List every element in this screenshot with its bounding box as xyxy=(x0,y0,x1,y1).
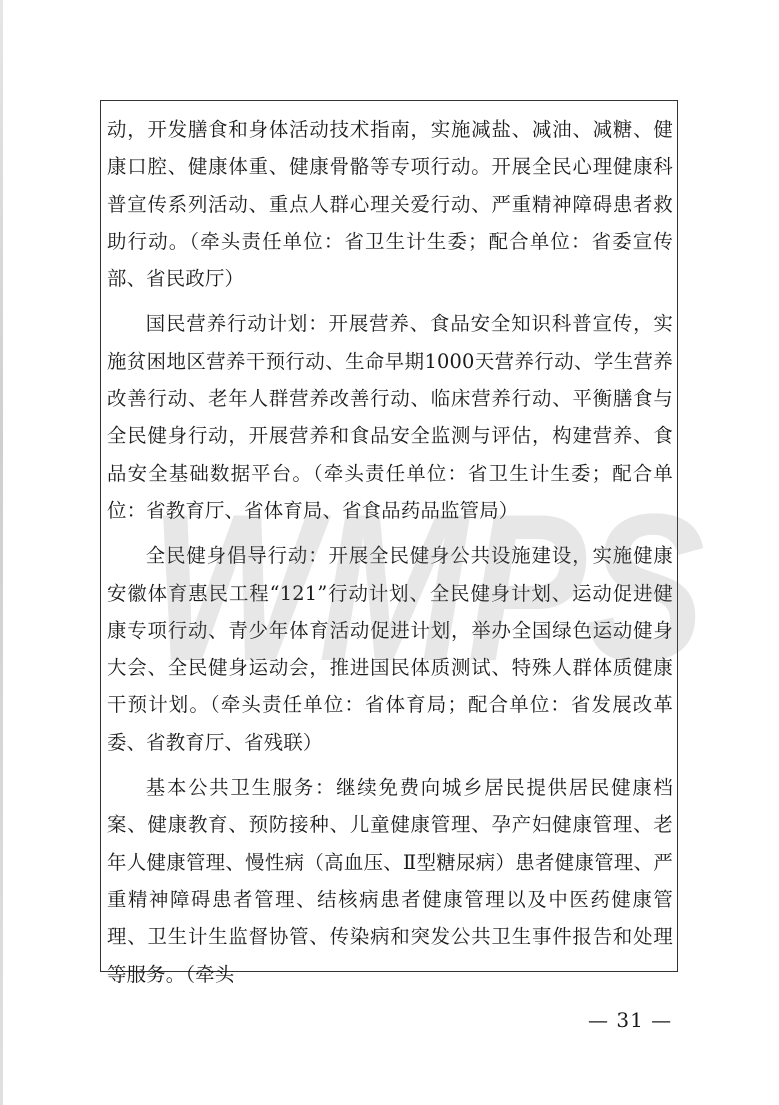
scan-edge xyxy=(0,0,3,1105)
paragraph-public-health-services: 基本公共卫生服务：继续免费向城乡居民提供居民健康档案、健康教育、预防接种、儿童健康管理、孕产妇健康管理、老年人健康管理、慢性病（高血压、Ⅱ型糖尿病）患者健康管理、严重精神障碍患者管理、结核病患者健康管理以及中医药健康管理、卫生计生监督协管、传染病和突发公共卫生事件报告和处理等服务。（牵头 xyxy=(107,776,673,986)
document-body xyxy=(107,111,673,993)
watermark-text: WMPS xyxy=(150,470,705,705)
page-number: — 31 — xyxy=(588,1008,673,1032)
paragraph-nutrition-plan: 国民营养行动计划：开展营养、食品安全知识科普宣传，实施贫困地区营养干预行动、生命早期1000天营养行动、学生营养改善行动、老年人群营养改善行动、临床营养行动、平衡膳食与全民健身行动，开展营养和食品安全监测与评估，构建营养、食品安全基础数据平台。（牵头责任单位：省卫生计生委；配合单位：省教育厅、省体育局、省食品药品监管局） xyxy=(107,312,673,522)
paragraph-fitness-initiative: 全民健身倡导行动：开展全民健身公共设施建设，实施健康安徽体育惠民工程“121”行动计划、全民健身计划、运动促进健康专项行动、青少年体育活动促进计划，举办全国绿色运动健身大会、全民健身运动会，推进国民体质测试、特殊人群体质健康干预计划。（牵头责任单位：省体育局；配合单位：省发展改革委、省教育厅、省残联） xyxy=(107,544,673,754)
paragraph-continuation: 动，开发膳食和身体活动技术指南，实施减盐、减油、减糖、健康口腔、健康体重、健康骨骼等专项行动。开展全民心理健康科普宣传系列活动、重点人群心理关爱行动、严重精神障碍患者救助行动。（牵头责任单位：省卫生计生委；配合单位：省委宣传部、省民政厅） xyxy=(107,118,673,291)
